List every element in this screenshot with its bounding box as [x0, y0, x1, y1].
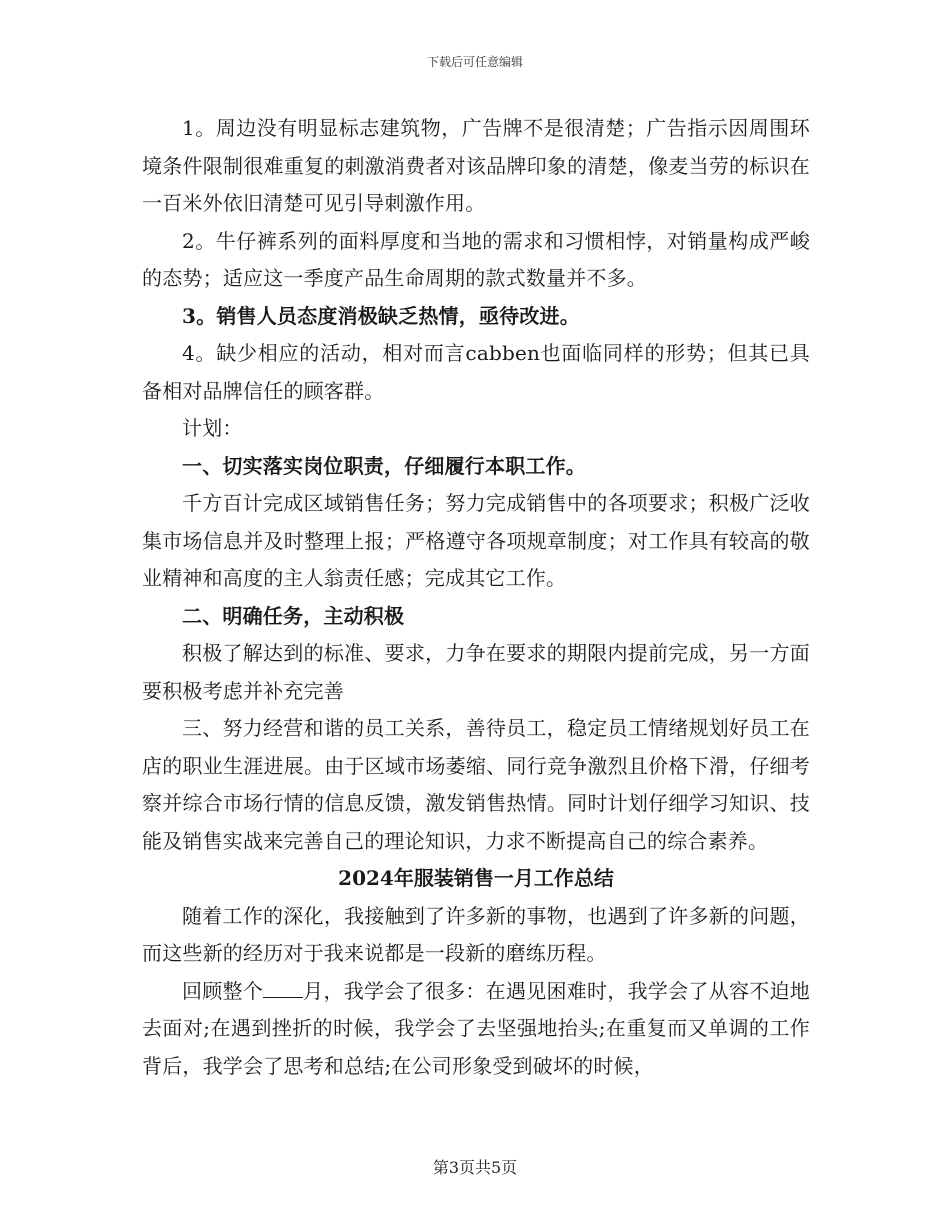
- download-note: 下载后可任意编辑: [426, 55, 523, 69]
- paragraph-three: 三、努力经营和谐的员工关系，善待员工，稳定员工情绪规划好员工在店的职业生涯进展。由于区域市场萎缩、同行竞争激烈且价格下滑，仔细考察并综合市场行情的信息反馈，激发销售热情。同时计划仔细学习知识、技能及销售实战来完善自己的理论知识，力求不断提高自己的综合素养。: [142, 716, 810, 853]
- plan-label: 计划：: [182, 416, 243, 440]
- paragraph-1: 1。周边没有明显标志建筑物，广告牌不是很清楚；广告指示因周围环境条件限制很难重复的刺激消费者对该品牌印象的清楚，像麦当劳的标识在一百米外依旧清楚可见引导刺激作用。: [142, 116, 810, 215]
- section-title: 2024年服装销售一月工作总结: [338, 866, 614, 890]
- paragraph-tasks: 积极了解达到的标准、要求，力争在要求的期限内提前完成，另一方面要积极考虑并补充完善: [142, 641, 810, 703]
- paragraph-2: 2。牛仔裤系列的面料厚度和当地的需求和习惯相悖，对销量构成严峻的态势；适应这一季度产品生命周期的款式数量并不多。: [142, 228, 810, 290]
- paragraph-duties: 千方百计完成区域销售任务；努力完成销售中的各项要求；积极广泛收集市场信息并及时整理上报；严格遵守各项规章制度；对工作具有较高的敬业精神和高度的主人翁责任感；完成其它工作。: [142, 491, 810, 590]
- summary-paragraph-1: 随着工作的深化，我接触到了许多新的事物，也遇到了许多新的问题，而这些新的经历对于我来说都是一段新的磨练历程。: [142, 903, 810, 965]
- paragraph-3-bold: 3。销售人员态度消极缺乏热情，亟待改进。: [182, 303, 580, 328]
- summary-paragraph-2: [142, 973, 810, 1086]
- paragraph-4: 4。缺少相应的活动，相对而言cabben也面临同样的形势；但其已具备相对品牌信任的顾客群。: [142, 341, 810, 403]
- heading-two: 二、明确任务，主动积极: [182, 603, 405, 628]
- page-number: 第3页共5页: [432, 1158, 518, 1177]
- summary-p2-before: 回顾整个: [182, 978, 264, 1003]
- blank-line: [263, 979, 303, 998]
- document-body: [142, 110, 810, 1085]
- heading-one: 一、切实落实岗位职责，仔细履行本职工作。: [182, 453, 586, 478]
- summary-p2-after: 月，我学会了很多：在遇见困难时，我学会了从容不迫地去面对;在遇到挫折的时候，我学会了去坚强地抬头;在重复而又单调的工作背后，我学会了思考和总结;在公司形象受到破坏的时候，: [142, 978, 810, 1078]
